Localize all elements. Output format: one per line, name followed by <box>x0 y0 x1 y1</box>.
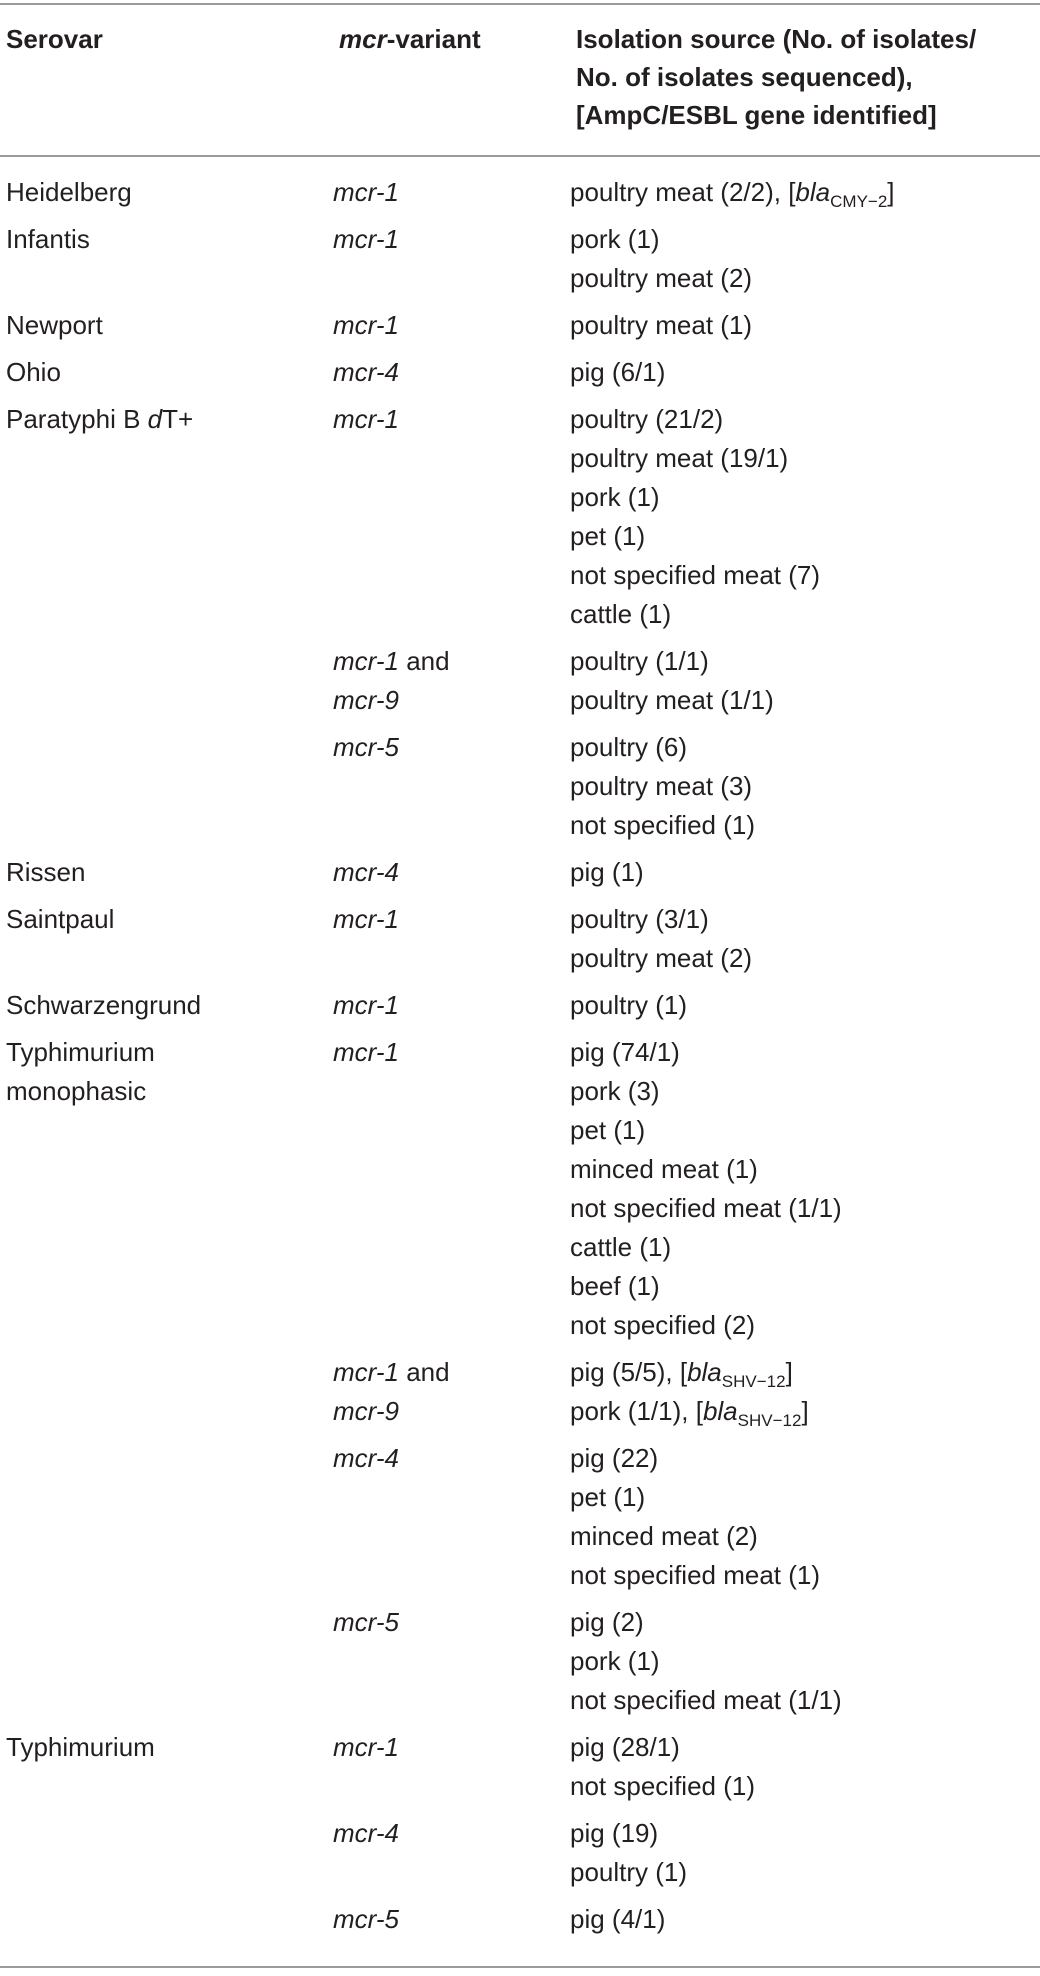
source-line <box>570 556 1040 595</box>
top-rule <box>0 3 1040 5</box>
source-line <box>570 517 1040 556</box>
table-row <box>0 1439 1040 1603</box>
serovar-cell <box>6 728 339 845</box>
serovar-cell <box>6 400 339 634</box>
source-text: not specified (1) <box>570 1771 755 1801</box>
table-body <box>0 173 1040 1947</box>
source-cell <box>570 900 1040 978</box>
variant-cell <box>333 306 570 345</box>
variant-cell <box>333 220 570 298</box>
source-text: pork (1) <box>570 482 660 512</box>
gene-name: bla <box>687 1357 722 1387</box>
serovar-text: Schwarzengrund <box>6 990 202 1020</box>
bottom-rule <box>0 1966 1040 1968</box>
source-line <box>570 728 1040 767</box>
source-text: poultry meat (1/1) <box>570 685 774 715</box>
table-row <box>0 1728 1040 1814</box>
serovar-text: monophasic <box>6 1076 147 1106</box>
variant-cell <box>333 400 570 634</box>
source-text: not specified (1) <box>570 810 755 840</box>
serovar-cell <box>6 353 339 392</box>
variant-cell <box>333 353 570 392</box>
serovar-cell <box>6 306 339 345</box>
source-text: not specified meat (7) <box>570 560 821 590</box>
source-text: poultry meat (3) <box>570 771 753 801</box>
source-text: pig (6/1) <box>570 357 666 387</box>
source-text: not specified (2) <box>570 1310 755 1340</box>
variant-gene: mcr-1 <box>333 646 399 676</box>
source-line <box>570 806 1040 845</box>
source-line <box>570 595 1040 634</box>
table-row <box>0 353 1040 400</box>
variant-gene: mcr-1 <box>333 1037 399 1067</box>
variant-line <box>333 642 570 681</box>
variant-gene: mcr-5 <box>333 1904 399 1934</box>
source-line <box>570 1900 1040 1939</box>
source-line <box>570 439 1040 478</box>
variant-cell <box>333 986 570 1025</box>
serovar-text: Saintpaul <box>6 904 115 934</box>
gene-subscript: SHV−12 <box>721 1372 786 1391</box>
variant-cell <box>333 1439 570 1595</box>
source-cell <box>570 986 1040 1025</box>
source-line <box>570 1728 1040 1767</box>
variant-gene: mcr-9 <box>333 685 399 715</box>
header-variant-italic: mcr <box>339 24 387 54</box>
source-cell <box>570 220 1040 298</box>
variant-cell <box>333 1603 570 1720</box>
variant-gene: mcr-9 <box>333 1396 399 1426</box>
table-row <box>0 400 1040 642</box>
variant-gene: mcr-1 <box>333 224 399 254</box>
variant-gene: mcr-5 <box>333 1607 399 1637</box>
source-text: pig (1) <box>570 857 644 887</box>
variant-gene: mcr-1 <box>333 177 399 207</box>
serovar-cell <box>6 986 339 1025</box>
variant-cell <box>333 1033 570 1345</box>
source-line <box>570 853 1040 892</box>
serovar-cell <box>6 173 339 212</box>
serovar-cell <box>6 642 339 720</box>
variant-gene: mcr-4 <box>333 1818 399 1848</box>
source-line <box>570 220 1040 259</box>
source-line <box>570 939 1040 978</box>
table-row <box>0 1353 1040 1439</box>
source-cell <box>570 400 1040 634</box>
source-cell <box>570 642 1040 720</box>
source-cell <box>570 1900 1040 1939</box>
source-text: pig (74/1) <box>570 1037 680 1067</box>
table-row <box>0 900 1040 986</box>
source-text: poultry meat (2) <box>570 263 753 293</box>
source-line <box>570 353 1040 392</box>
source-text: poultry meat (1) <box>570 310 753 340</box>
source-line <box>570 1642 1040 1681</box>
gene-subscript: SHV−12 <box>737 1411 802 1430</box>
variant-cell <box>333 642 570 720</box>
source-text: pig (22) <box>570 1443 659 1473</box>
source-line <box>570 1767 1040 1806</box>
source-line <box>570 1478 1040 1517</box>
serovar-cell <box>6 1900 339 1939</box>
variant-gene: mcr-5 <box>333 732 399 762</box>
table-row <box>0 220 1040 306</box>
header-source <box>576 20 1036 134</box>
serovar-text: Typhimurium <box>6 1037 155 1067</box>
table-row <box>0 728 1040 853</box>
header-variant-rest: -variant <box>386 24 481 54</box>
source-text: poultry (3/1) <box>570 904 709 934</box>
source-cell <box>570 853 1040 892</box>
source-line <box>570 986 1040 1025</box>
source-text: not specified meat (1/1) <box>570 1193 842 1223</box>
table-row <box>0 1900 1040 1947</box>
variant-gene: mcr-1 <box>333 310 399 340</box>
source-line <box>570 681 1040 720</box>
table-row <box>0 642 1040 728</box>
variant-line <box>333 681 570 720</box>
variant-cell <box>333 900 570 978</box>
source-line <box>570 900 1040 939</box>
variant-line <box>333 1392 570 1431</box>
serovar-text: Newport <box>6 310 103 340</box>
source-line <box>570 642 1040 681</box>
source-cell <box>570 353 1040 392</box>
source-text: minced meat (2) <box>570 1521 758 1551</box>
source-text: ] <box>785 1357 793 1387</box>
source-line <box>570 1267 1040 1306</box>
source-cell <box>570 1353 1040 1431</box>
source-text: poultry meat (2) <box>570 943 753 973</box>
variant-gene: mcr-1 <box>333 404 399 434</box>
source-text: not specified meat (1/1) <box>570 1685 842 1715</box>
table-row <box>0 1814 1040 1900</box>
source-text: ] <box>801 1396 809 1426</box>
source-text: pet (1) <box>570 521 646 551</box>
source-line <box>570 1853 1040 1892</box>
source-cell <box>570 1728 1040 1806</box>
source-line <box>570 1517 1040 1556</box>
serovar-cell <box>6 1353 339 1431</box>
serovar-text: Ohio <box>6 357 61 387</box>
serovar-cell <box>6 1439 339 1595</box>
serovar-cell <box>6 1603 339 1720</box>
table-row <box>0 853 1040 900</box>
source-cell <box>570 1439 1040 1595</box>
serovar-cell <box>6 900 339 978</box>
source-text: pig (4/1) <box>570 1904 666 1934</box>
source-text: poultry (21/2) <box>570 404 724 434</box>
serovar-cell <box>6 220 339 298</box>
serovar-cell <box>6 853 339 892</box>
table-row <box>0 1603 1040 1728</box>
source-cell <box>570 728 1040 845</box>
source-text: pig (19) <box>570 1818 659 1848</box>
source-line <box>570 1681 1040 1720</box>
source-text: minced meat (1) <box>570 1154 758 1184</box>
source-line <box>570 1189 1040 1228</box>
source-line <box>570 1150 1040 1189</box>
serovar-text: Rissen <box>6 857 86 887</box>
source-line <box>570 1111 1040 1150</box>
header-source-line: No. of isolates sequenced), <box>576 62 913 92</box>
source-text: poultry meat (19/1) <box>570 443 789 473</box>
source-text: cattle (1) <box>570 599 672 629</box>
table-row <box>0 173 1040 220</box>
source-cell <box>570 306 1040 345</box>
header-source-line: Isolation source (No. of isolates/ <box>576 24 977 54</box>
variant-cell <box>333 728 570 845</box>
serovar-text: Heidelberg <box>6 177 132 207</box>
source-text: pork (1) <box>570 224 660 254</box>
source-line <box>570 1353 1040 1392</box>
source-line <box>570 1072 1040 1111</box>
variant-gene: mcr-4 <box>333 857 399 887</box>
header-source-line: [AmpC/ESBL gene identified] <box>576 100 937 130</box>
source-line <box>570 1033 1040 1072</box>
source-line <box>570 1228 1040 1267</box>
source-line <box>570 1306 1040 1345</box>
serovar-text: Typhimurium <box>6 1732 155 1762</box>
gene-name: bla <box>795 177 831 207</box>
source-line <box>570 1556 1040 1595</box>
variant-conj: and <box>398 646 450 676</box>
source-line <box>570 1439 1040 1478</box>
serovar-text: Infantis <box>6 224 90 254</box>
source-line <box>570 478 1040 517</box>
variant-cell <box>333 1728 570 1806</box>
source-text: poultry (1) <box>570 1857 688 1887</box>
source-text: pig (2) <box>570 1607 644 1637</box>
table-row <box>0 986 1040 1033</box>
source-text: poultry (6) <box>570 732 688 762</box>
source-text: poultry (1/1) <box>570 646 709 676</box>
source-text: pet (1) <box>570 1115 646 1145</box>
source-cell <box>570 1603 1040 1720</box>
variant-line <box>333 1353 570 1392</box>
header-serovar: Serovar <box>6 24 103 54</box>
source-line <box>570 1392 1040 1431</box>
source-line <box>570 259 1040 298</box>
gene-name: bla <box>702 1396 738 1426</box>
gene-subscript: CMY−2 <box>830 192 888 211</box>
serovar-cell <box>6 1033 339 1345</box>
variant-cell <box>333 1900 570 1939</box>
variant-gene: mcr-1 <box>333 1357 399 1387</box>
serovar-cell <box>6 1814 339 1892</box>
source-line <box>570 1603 1040 1642</box>
source-line <box>570 306 1040 345</box>
source-text: pig (28/1) <box>570 1732 680 1762</box>
source-text: pork (1/1), [ <box>570 1396 703 1426</box>
source-text: pet (1) <box>570 1482 646 1512</box>
source-text: cattle (1) <box>570 1232 672 1262</box>
variant-gene: mcr-1 <box>333 990 399 1020</box>
source-line <box>570 1814 1040 1853</box>
source-text: not specified meat (1) <box>570 1560 821 1590</box>
variant-gene: mcr-1 <box>333 904 399 934</box>
serovar-cell <box>6 1728 339 1806</box>
source-text: poultry (1) <box>570 990 688 1020</box>
variant-cell <box>333 1814 570 1892</box>
source-line <box>570 173 1040 212</box>
header-rule <box>0 155 1040 157</box>
source-text: ] <box>887 177 895 207</box>
variant-gene: mcr-4 <box>333 357 399 387</box>
variant-gene: mcr-1 <box>333 1732 399 1762</box>
source-cell <box>570 1814 1040 1892</box>
serovar-italic: d <box>147 404 163 434</box>
variant-gene: mcr-4 <box>333 1443 399 1473</box>
source-line <box>570 767 1040 806</box>
source-cell <box>570 173 1040 212</box>
variant-cell <box>333 853 570 892</box>
table-row <box>0 306 1040 353</box>
table-row <box>0 1033 1040 1353</box>
variant-cell <box>333 1353 570 1431</box>
source-text: beef (1) <box>570 1271 660 1301</box>
serovar-text: Paratyphi B <box>6 404 148 434</box>
source-text: pig (5/5), [ <box>570 1357 688 1387</box>
source-text: poultry meat (2/2), [ <box>570 177 796 207</box>
source-cell <box>570 1033 1040 1345</box>
source-line <box>570 400 1040 439</box>
variant-cell <box>333 173 570 212</box>
serovar-text: T+ <box>162 404 194 434</box>
source-text: pork (1) <box>570 1646 660 1676</box>
variant-conj: and <box>398 1357 450 1387</box>
source-text: pork (3) <box>570 1076 660 1106</box>
header-variant <box>339 20 481 58</box>
